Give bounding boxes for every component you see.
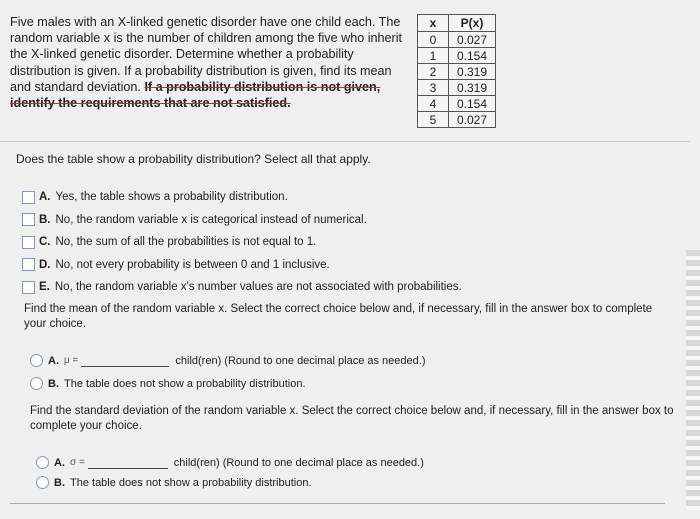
option-letter: B. — [54, 476, 65, 489]
cell-px: 0.154 — [449, 48, 496, 64]
cell-px: 0.027 — [449, 32, 496, 48]
option-text: The table does not show a probability distribution. — [70, 476, 312, 489]
option-text: No, the random variable x's number values are not associated with probabilities. — [54, 281, 462, 294]
cell-px: 0.027 — [449, 112, 496, 128]
option-c[interactable] — [22, 231, 462, 254]
option-letter: A. — [39, 191, 51, 204]
bottom-divider — [10, 503, 665, 504]
mean-option-b[interactable] — [30, 377, 306, 390]
table-row — [418, 112, 496, 128]
section-divider — [0, 141, 690, 142]
sd-suffix: child(ren) (Round to one decimal place as needed.) — [173, 456, 424, 469]
option-letter: A. — [54, 456, 65, 469]
checkbox-c[interactable] — [22, 236, 35, 249]
table-row — [418, 96, 496, 112]
option-b[interactable] — [22, 209, 462, 232]
checkbox-a[interactable] — [22, 191, 35, 204]
cell-px: 0.319 — [449, 64, 496, 80]
radio-mean-a[interactable] — [30, 354, 43, 367]
option-e[interactable] — [22, 276, 462, 299]
option-letter: C. — [39, 236, 51, 249]
checkbox-e[interactable] — [22, 281, 35, 294]
mean-answer-box[interactable] — [81, 355, 169, 367]
option-a[interactable] — [22, 186, 462, 209]
option-text: No, the sum of all the probabilities is not equal to 1. — [55, 236, 317, 249]
sd-answer-box[interactable] — [88, 457, 168, 469]
problem-statement — [10, 14, 415, 111]
header-x: x — [418, 15, 449, 32]
scrollbar-edge[interactable] — [686, 250, 700, 510]
option-letter: B. — [48, 377, 59, 390]
problem-text-struck: If a probability distribution is not given, identify the requirements that are not satisfied. — [10, 79, 381, 111]
mean-option-a[interactable] — [30, 354, 425, 367]
option-text: No, not every probability is between 0 and 1 inclusive. — [55, 258, 330, 271]
radio-mean-b[interactable] — [30, 377, 43, 390]
cell-x: 3 — [418, 80, 449, 96]
table-row — [418, 64, 496, 80]
option-letter: D. — [39, 258, 51, 271]
option-text: No, the random variable x is categorical instead of numerical. — [55, 213, 367, 226]
sigma-symbol: σ = — [70, 457, 85, 468]
table-row — [418, 80, 496, 96]
option-d[interactable] — [22, 254, 462, 277]
header-px: P(x) — [449, 15, 496, 32]
question3-prompt: Find the standard deviation of the random variable x. Select the correct choice below and, if necessary, fill in the answer box to complete your choice. — [30, 405, 674, 432]
sd-option-a[interactable] — [36, 456, 424, 469]
radio-sd-b[interactable] — [36, 476, 49, 489]
question2-prompt: Find the mean of the random variable x. Select the correct choice below and, if necessary, fill in the answer box to complete your choice. — [24, 303, 653, 330]
mu-symbol: μ = — [64, 355, 79, 366]
table-row — [418, 48, 496, 64]
table-row — [418, 32, 496, 48]
checkbox-b[interactable] — [22, 213, 35, 226]
option-letter: E. — [39, 281, 50, 294]
option-letter: B. — [39, 213, 51, 226]
question1-options — [22, 186, 462, 299]
cell-x: 5 — [418, 112, 449, 128]
option-text: The table does not show a probability distribution. — [64, 377, 306, 390]
option-letter: A. — [48, 354, 59, 367]
radio-sd-a[interactable] — [36, 456, 49, 469]
cell-px: 0.319 — [449, 80, 496, 96]
cell-x: 4 — [418, 96, 449, 112]
mean-suffix: child(ren) (Round to one decimal place as needed.) — [175, 354, 426, 367]
sd-option-b[interactable] — [36, 476, 312, 489]
cell-x: 1 — [418, 48, 449, 64]
probability-table — [417, 14, 496, 128]
cell-px: 0.154 — [449, 96, 496, 112]
table-header-row — [418, 15, 496, 32]
option-text: Yes, the table shows a probability distribution. — [55, 191, 288, 204]
cell-x: 2 — [418, 64, 449, 80]
problem-text-main: Five males with an X-linked genetic disorder have one child each. The random variable x is the number of children among the five who inherit the X-linked genetic disorder. Determine whether a probability distribution is given. If a probability distribution is given, find its mean and standard deviation. — [10, 15, 403, 94]
cell-x: 0 — [418, 32, 449, 48]
question1-prompt: Does the table show a probability distribution? Select all that apply. — [16, 152, 371, 166]
checkbox-d[interactable] — [22, 258, 35, 271]
